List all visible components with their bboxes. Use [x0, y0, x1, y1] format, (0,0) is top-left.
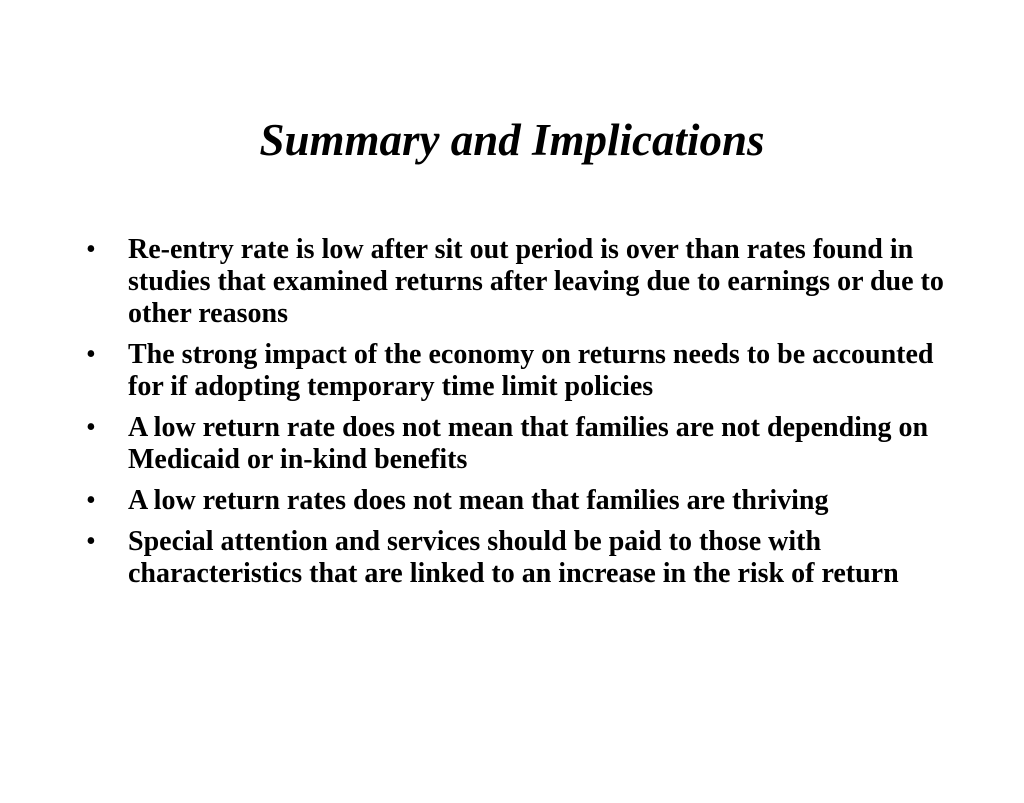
bullet-icon: • [86, 234, 96, 265]
bullet-text: A low return rates does not mean that families are thriving [128, 485, 829, 516]
bullet-text: The strong impact of the economy on returns needs to be accounted for if adopting temporary time limit policies [128, 339, 934, 402]
bullet-item [86, 339, 966, 403]
bullet-item [86, 485, 966, 517]
bullet-icon: • [86, 485, 96, 516]
bullet-icon: • [86, 412, 96, 443]
bullet-text: A low return rate does not mean that families are not depending on Medicaid or in-kind benefits [128, 412, 929, 475]
bullet-icon: • [86, 526, 96, 557]
slide-title: Summary and Implications [259, 115, 765, 165]
bullet-item [86, 526, 966, 590]
bullet-item [86, 234, 966, 330]
bullet-text: Re-entry rate is low after sit out period is over than rates found in studies that examined returns after leaving due to earnings or due to other reasons [128, 234, 944, 329]
bullet-icon: • [86, 339, 96, 370]
bullet-text: Special attention and services should be paid to those with characteristics that are linked to an increase in the risk of return [128, 526, 899, 589]
bullet-item [86, 412, 966, 476]
bullet-list [86, 234, 966, 599]
